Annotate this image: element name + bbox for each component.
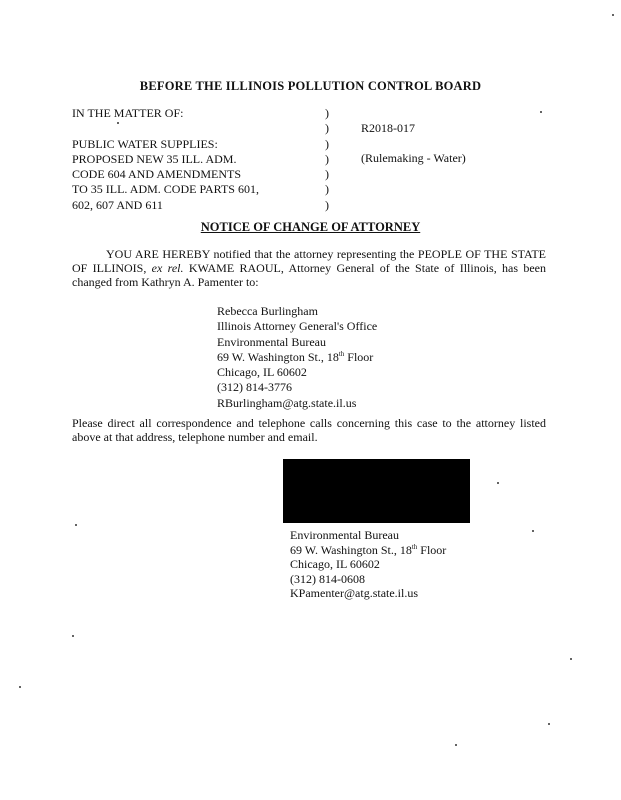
scan-speck [72, 635, 74, 637]
case-type: (Rulemaking - Water) [361, 151, 466, 165]
attorney-name: Rebecca Burlingham [217, 304, 318, 318]
scan-speck [19, 686, 21, 688]
scan-speck [570, 658, 572, 660]
sig-email[interactable]: KPamenter@atg.state.il.us [290, 586, 419, 601]
scan-speck [540, 111, 542, 113]
scan-speck [548, 723, 550, 725]
attorney-bureau: Environmental Bureau [217, 334, 326, 349]
notice-body [72, 247, 546, 289]
body-part2: KWAME RAOUL, Attorney General of the State of Illinois, has been changed from Kathryn A. Pamenter to: [72, 261, 546, 289]
paren: ) [325, 136, 329, 151]
caption-line: TO 35 ILL. ADM. CODE PARTS 601, [72, 182, 259, 197]
caption-parens [325, 106, 329, 213]
scan-speck [117, 122, 119, 124]
sig-city: Chicago, IL 60602 [290, 557, 380, 572]
scan-speck [532, 530, 534, 532]
signature-block [290, 528, 446, 601]
body-exrel: ex rel. [151, 261, 184, 275]
scan-speck [612, 14, 614, 16]
attorney-street: 69 W. Washington St., 18th Floor [217, 349, 374, 364]
paren: ) [325, 121, 329, 136]
caption-block [72, 106, 259, 213]
scan-speck [75, 524, 77, 526]
board-title: BEFORE THE ILLINOIS POLLUTION CONTROL BOARD [139, 79, 482, 93]
caption-line: CODE 604 AND AMENDMENTS [72, 167, 242, 182]
paren: ) [325, 106, 329, 120]
sig-phone: (312) 814-0608 [290, 571, 365, 586]
paren: ) [325, 182, 329, 197]
paren: ) [325, 151, 329, 166]
notice-heading: NOTICE OF CHANGE OF ATTORNEY [200, 220, 421, 234]
caption-line: PROPOSED NEW 35 ILL. ADM. [72, 151, 237, 166]
direct-correspondence: Please direct all correspondence and telephone calls concerning this case to the attorney listed above at that address, telephone number and email. [72, 416, 546, 444]
caption-line: IN THE MATTER OF: [72, 106, 184, 120]
paren: ) [325, 167, 329, 182]
attorney-phone: (312) 814-3776 [217, 380, 292, 395]
attorney-city: Chicago, IL 60602 [217, 365, 307, 380]
new-attorney-block [217, 304, 377, 411]
paren: ) [325, 197, 329, 212]
caption-line [72, 121, 259, 136]
case-number: R2018-017 [361, 121, 415, 135]
scan-speck [455, 744, 457, 746]
attorney-office: Illinois Attorney General's Office [217, 319, 378, 334]
sig-bureau: Environmental Bureau [290, 528, 399, 542]
caption-line: 602, 607 AND 611 [72, 197, 163, 212]
body-part1: YOU ARE HEREBY notified that the attorney representing the PEOPLE OF THE STATE OF ILLINOIS, [72, 247, 546, 275]
caption-line: PUBLIC WATER SUPPLIES: [72, 136, 218, 151]
sig-street: 69 W. Washington St., 18th Floor [290, 542, 447, 557]
redacted-signature [283, 459, 470, 523]
scan-speck [497, 482, 499, 484]
attorney-email[interactable]: RBurlingham@atg.state.il.us [217, 395, 357, 410]
